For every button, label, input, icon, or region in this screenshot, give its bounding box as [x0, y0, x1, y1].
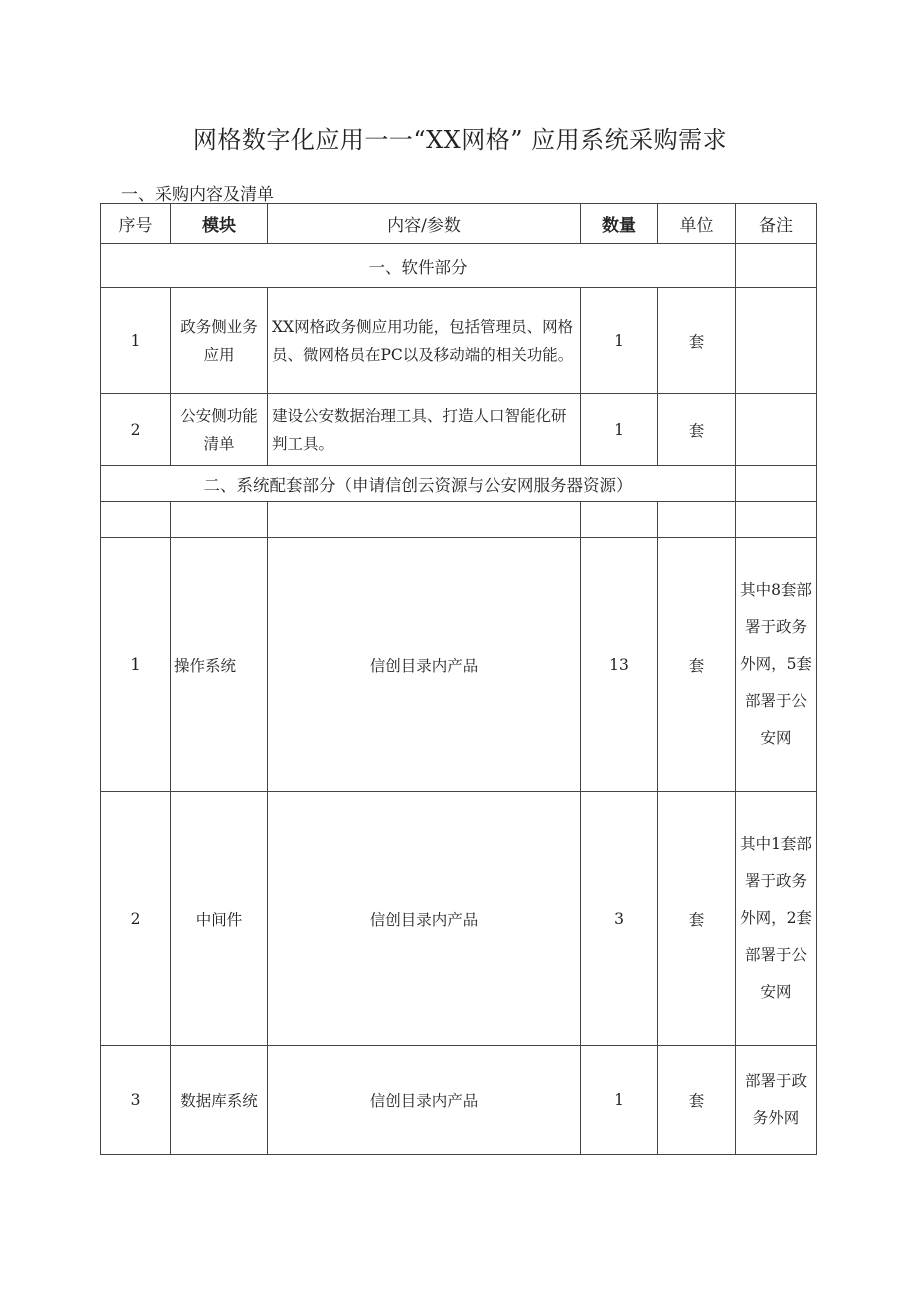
empty-cell	[736, 502, 817, 538]
cell-qty: 1	[581, 288, 658, 394]
section-row-software	[101, 244, 817, 288]
header-no: 序号	[101, 204, 171, 244]
table-row	[101, 394, 817, 466]
cell-unit: 套	[658, 394, 736, 466]
cell-module: 公安侧功能清单	[171, 394, 268, 466]
cell-qty: 1	[581, 394, 658, 466]
cell-note: 其中8套部署于政务外网，5套部署于公安网	[736, 538, 817, 792]
cell-note: 其中1套部署于政务外网，2套部署于公安网	[736, 792, 817, 1046]
cell-qty: 3	[581, 792, 658, 1046]
procurement-table	[100, 203, 817, 1155]
cell-content: 信创目录内产品	[268, 1046, 581, 1155]
cell-content: 信创目录内产品	[268, 792, 581, 1046]
empty-cell	[658, 502, 736, 538]
header-unit: 单位	[658, 204, 736, 244]
header-qty: 数量	[581, 204, 658, 244]
cell-note	[736, 288, 817, 394]
cell-note: 部署于政务外网	[736, 1046, 817, 1155]
cell-module: 数据库系统	[171, 1046, 268, 1155]
cell-content: 信创目录内产品	[268, 538, 581, 792]
cell-unit: 套	[658, 1046, 736, 1155]
empty-cell	[581, 502, 658, 538]
header-module: 模块	[171, 204, 268, 244]
section-title-software: 一、软件部分	[101, 244, 736, 288]
table-row	[101, 1046, 817, 1155]
cell-qty: 1	[581, 1046, 658, 1155]
cell-note	[736, 394, 817, 466]
cell-no: 2	[101, 394, 171, 466]
cell-module: 政务侧业务应用	[171, 288, 268, 394]
empty-cell	[268, 502, 581, 538]
cell-unit: 套	[658, 538, 736, 792]
header-note: 备注	[736, 204, 817, 244]
table-row	[101, 538, 817, 792]
cell-module: 操作系统	[171, 538, 268, 792]
header-content: 内容/参数	[268, 204, 581, 244]
section-row-system	[101, 466, 817, 502]
cell-unit: 套	[658, 288, 736, 394]
cell-content: 建设公安数据治理工具、打造人口智能化研判工具。	[268, 394, 581, 466]
cell-no: 1	[101, 288, 171, 394]
section-label: 一、采购内容及清单	[121, 185, 274, 205]
cell-no: 2	[101, 792, 171, 1046]
cell-no: 3	[101, 1046, 171, 1155]
cell-content: XX网格政务侧应用功能，包括管理员、网格员、微网格员在PC以及移动端的相关功能。	[268, 288, 581, 394]
cell-module: 中间件	[171, 792, 268, 1046]
empty-row	[101, 502, 817, 538]
table-row	[101, 792, 817, 1046]
table-header-row	[101, 204, 817, 244]
section-note-empty	[736, 466, 817, 502]
empty-cell	[171, 502, 268, 538]
cell-qty: 13	[581, 538, 658, 792]
cell-unit: 套	[658, 792, 736, 1046]
cell-no: 1	[101, 538, 171, 792]
document-title: 网格数字化应用一一“XX网格” 应用系统采购需求	[192, 126, 728, 154]
section-title-system: 二、系统配套部分（申请信创云资源与公安网服务器资源）	[101, 466, 736, 502]
empty-cell	[101, 502, 171, 538]
table-row	[101, 288, 817, 394]
section-note-empty	[736, 244, 817, 288]
